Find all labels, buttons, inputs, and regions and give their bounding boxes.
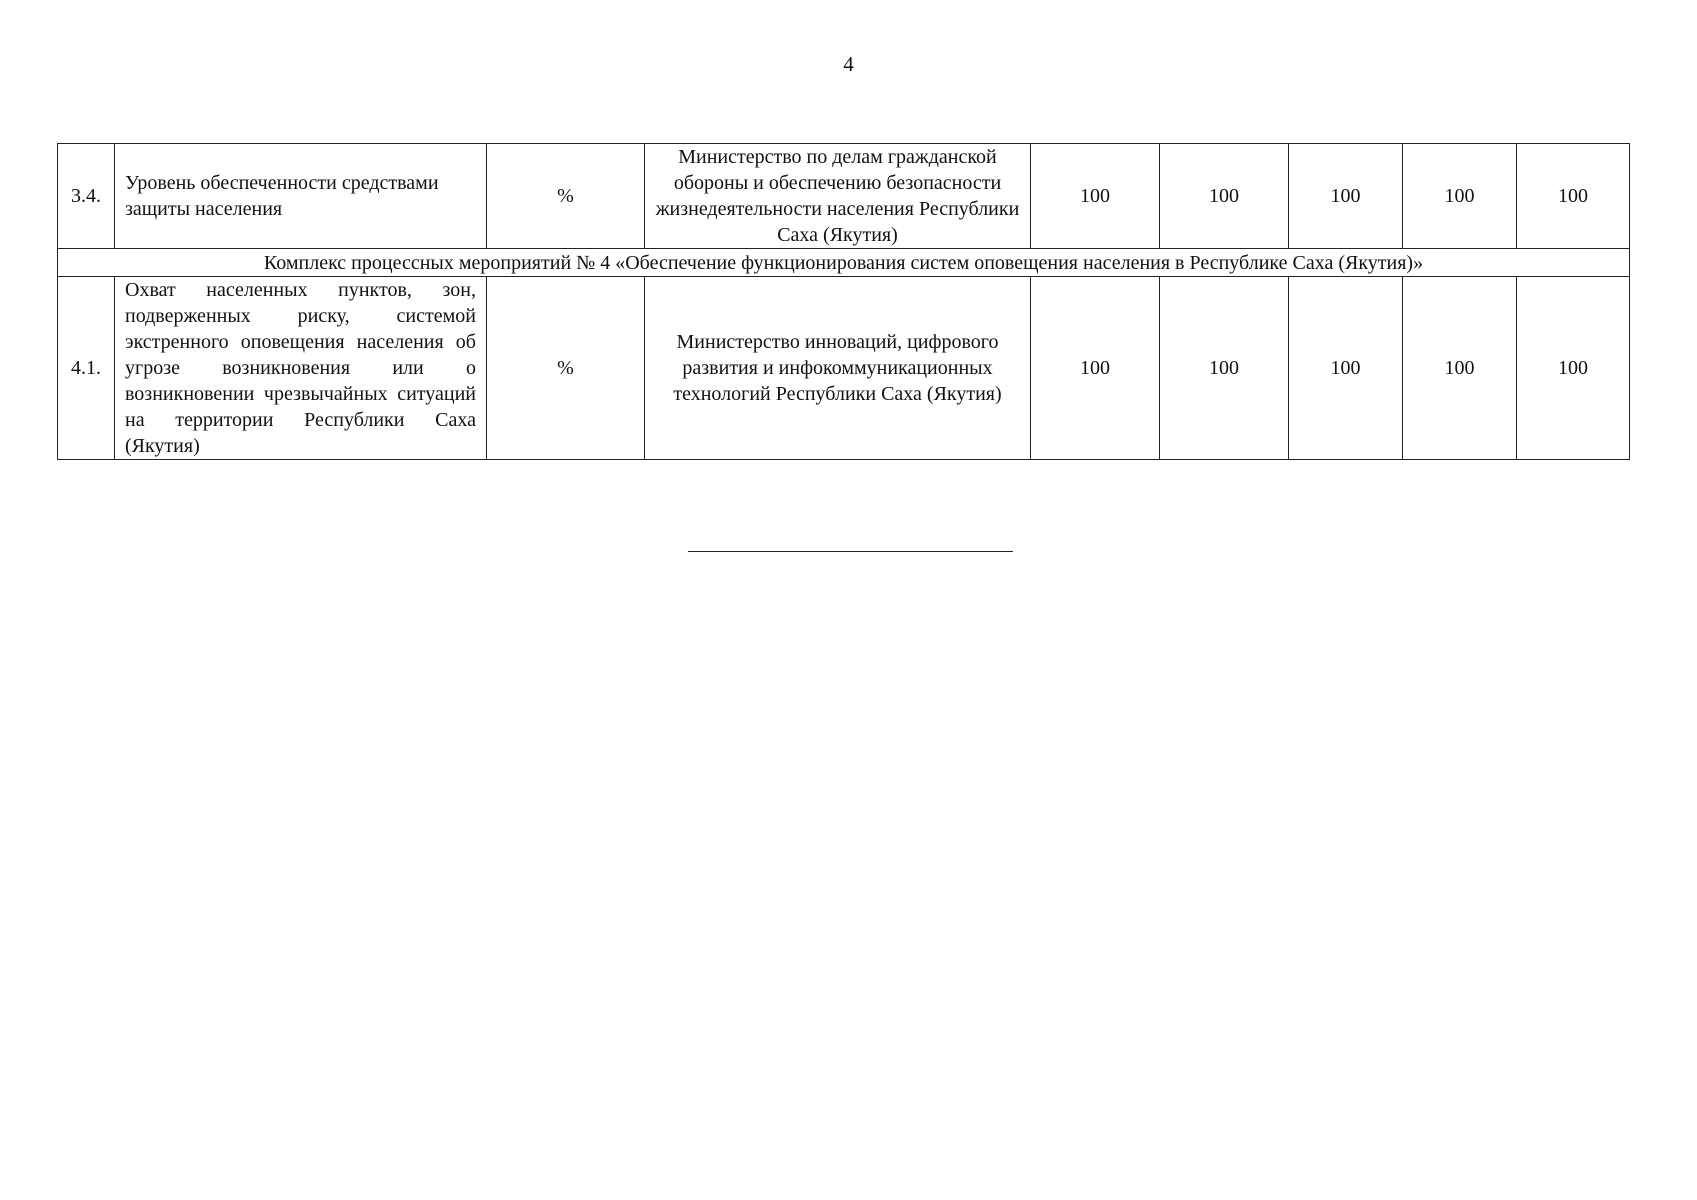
- value-cell: 100: [1403, 144, 1517, 249]
- table-row: [58, 277, 1630, 460]
- section-row: [58, 249, 1630, 277]
- value-cell: 100: [1517, 277, 1630, 460]
- value-cell: 100: [1160, 144, 1289, 249]
- value-cell: 100: [1031, 144, 1160, 249]
- value-cell: 100: [1160, 277, 1289, 460]
- indicator-name: Охват населенных пунктов, зон, подверженных риску, системой экстренного оповещения населения об угрозе возникновения или о возникновении чрезвычайных ситуаций на территории Республики Саха (Якутия): [115, 277, 487, 460]
- table-row: [58, 144, 1630, 249]
- row-number: 4.1.: [58, 277, 115, 460]
- value-cell: 100: [1031, 277, 1160, 460]
- unit-of-measure: %: [487, 277, 645, 460]
- responsible-body: Министерство инноваций, цифрового развития и инфокоммуникационных технологий Республики Саха (Якутия): [645, 277, 1031, 460]
- value-cell: 100: [1403, 277, 1517, 460]
- indicators-table: [57, 143, 1630, 460]
- end-of-document-rule: [688, 551, 1013, 552]
- page-number: 4: [843, 52, 854, 76]
- section-heading: Комплекс процессных мероприятий № 4 «Обеспечение функционирования систем оповещения населения в Республике Саха (Якутия)»: [58, 249, 1630, 277]
- value-cell: 100: [1289, 277, 1403, 460]
- indicator-name: Уровень обеспеченности средствами защиты населения: [115, 144, 487, 249]
- row-number: 3.4.: [58, 144, 115, 249]
- value-cell: 100: [1289, 144, 1403, 249]
- responsible-body: Министерство по делам гражданской обороны и обеспечению безопасности жизнедеятельности населения Республики Саха (Якутия): [645, 144, 1031, 249]
- unit-of-measure: %: [487, 144, 645, 249]
- value-cell: 100: [1517, 144, 1630, 249]
